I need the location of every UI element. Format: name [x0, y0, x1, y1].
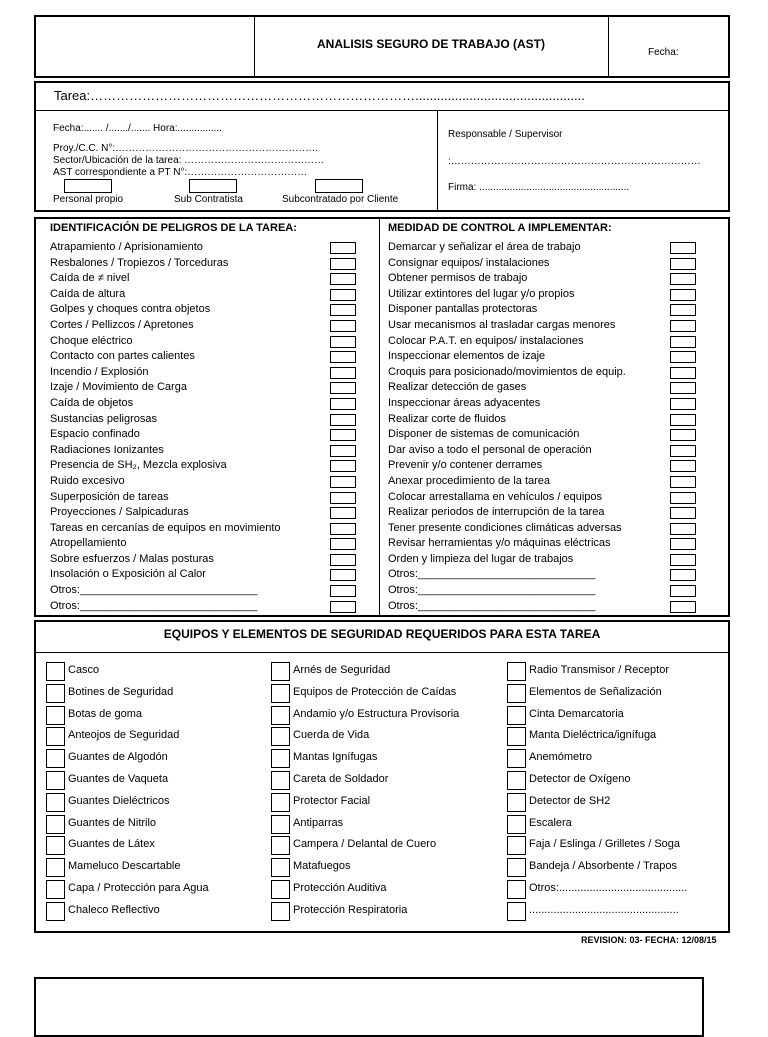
equipo-row: [46, 792, 256, 814]
peligro-label: Superposición de tareas: [50, 490, 169, 503]
equipo-checkbox[interactable]: [507, 815, 526, 834]
equipo-label: Arnés de Seguridad: [293, 664, 391, 676]
medida-label: Otros:_____________________________: [388, 584, 596, 597]
medida-row: [388, 319, 698, 335]
equipo-checkbox[interactable]: [46, 727, 65, 746]
equipo-label: Guantes de Nitrilo: [68, 816, 157, 829]
peligro-checkbox[interactable]: [330, 554, 356, 566]
proy-field[interactable]: Proy./C.C. N°:…………………………………………………….: [53, 143, 318, 154]
medida-row: [388, 366, 698, 382]
personal-propio-checkbox[interactable]: [64, 179, 112, 193]
peligro-label: Izaje / Movimiento de Carga: [50, 381, 187, 394]
equipo-label: Protección Auditiva: [293, 881, 387, 894]
equipo-checkbox[interactable]: [271, 706, 290, 725]
equipo-label: Matafuegos: [293, 860, 351, 873]
equipo-checkbox[interactable]: [507, 858, 526, 877]
peligro-checkbox[interactable]: [330, 507, 356, 519]
equipo-row: [507, 857, 717, 879]
equipo-label: Guantes Dieléctricos: [68, 794, 170, 807]
medida-label: Anexar procedimiento de la tarea: [388, 474, 551, 487]
equipo-label: Mameluco Descartable: [68, 860, 181, 873]
medida-label: Demarcar y señalizar el área de trabajo: [388, 241, 581, 253]
peligro-row: [50, 428, 358, 444]
peligro-checkbox[interactable]: [330, 460, 356, 472]
sub-contratista-checkbox[interactable]: [189, 179, 237, 193]
medida-checkbox[interactable]: [670, 492, 696, 504]
peligro-checkbox[interactable]: [330, 351, 356, 363]
sector-field[interactable]: Sector/Ubicación de la tarea: ……………………………………: [53, 155, 325, 166]
peligro-label: Golpes y choques contra objetos: [50, 303, 211, 316]
equipo-label: Campera / Delantal de Cuero: [293, 838, 437, 851]
responsable-label: Responsable / Supervisor: [448, 129, 563, 140]
subcontratado-label: Subcontratado por Cliente: [282, 194, 399, 205]
medida-checkbox[interactable]: [670, 273, 696, 285]
equipo-label: Radio Transmisor / Receptor: [529, 664, 669, 676]
peligro-label: Incendio / Explosión: [50, 365, 149, 378]
peligro-label: Espacio confinado: [50, 428, 140, 441]
equipo-label: Protección Respiratoria: [293, 903, 408, 916]
peligro-checkbox[interactable]: [330, 445, 356, 457]
equipo-checkbox[interactable]: [271, 880, 290, 899]
equipo-row: [46, 683, 256, 705]
medida-label: Otros:_____________________________: [388, 599, 596, 612]
medida-row: [388, 522, 698, 538]
medida-checkbox[interactable]: [670, 398, 696, 410]
medida-row: [388, 350, 698, 366]
equipo-label: Equipos de Protección de Caídas: [293, 685, 457, 698]
equipo-checkbox[interactable]: [46, 836, 65, 855]
equipo-label: Escalera: [529, 816, 572, 829]
peligro-checkbox[interactable]: [330, 320, 356, 332]
equipo-row: [46, 661, 256, 683]
equipo-row: [46, 770, 256, 792]
medida-label: Otros:_____________________________: [388, 568, 596, 581]
header-fecha-label: Fecha:: [648, 47, 679, 58]
equipo-label: Guantes de Látex: [68, 838, 155, 851]
medida-row: [388, 537, 698, 553]
medida-checkbox[interactable]: [670, 460, 696, 472]
peligro-row: [50, 553, 358, 569]
fecha-hora-field[interactable]: Fecha:....... /......./....... Hora:................: [53, 123, 222, 134]
medida-row: [388, 413, 698, 429]
revision-label: REVISION: 03- FECHA: 12/08/15: [581, 935, 717, 945]
equipo-row: [271, 748, 496, 770]
peligro-label: Resbalones / Tropiezos / Torceduras: [50, 256, 229, 269]
medida-row: [388, 600, 698, 616]
peligros-medidas-divider: [379, 218, 380, 616]
peligro-label: Sustancias peligrosas: [50, 412, 158, 425]
equipo-checkbox[interactable]: [271, 815, 290, 834]
firma-field[interactable]: Firma: ......................................................: [448, 182, 630, 193]
equipo-checkbox[interactable]: [507, 662, 526, 681]
medida-checkbox[interactable]: [670, 320, 696, 332]
medida-row: [388, 444, 698, 460]
peligro-label: Proyecciones / Salpicaduras: [50, 506, 189, 519]
peligro-checkbox[interactable]: [330, 538, 356, 550]
equipo-row: [507, 879, 717, 901]
equipo-row: [507, 901, 717, 923]
medida-checkbox[interactable]: [670, 569, 696, 581]
medida-label: Colocar arrestallama en vehículos / equipos: [388, 490, 603, 503]
medida-row: [388, 381, 698, 397]
equipos-col-1: [46, 661, 256, 923]
medida-row: [388, 303, 698, 319]
medida-row: [388, 568, 698, 584]
equipo-label: Careta de Soldador: [293, 772, 389, 785]
medida-checkbox[interactable]: [670, 507, 696, 519]
equipo-label: Chaleco Reflectivo: [68, 903, 160, 916]
equipo-row: [507, 835, 717, 857]
peligro-checkbox[interactable]: [330, 289, 356, 301]
medida-checkbox[interactable]: [670, 554, 696, 566]
medida-checkbox[interactable]: [670, 523, 696, 535]
peligro-checkbox[interactable]: [330, 476, 356, 488]
equipo-checkbox[interactable]: [507, 684, 526, 703]
equipo-row: [271, 792, 496, 814]
medida-label: Usar mecanismos al trasladar cargas menores: [388, 318, 616, 331]
equipo-row: [46, 857, 256, 879]
medidas-heading: MEDIDAD DE CONTROL A IMPLEMENTAR:: [388, 222, 612, 234]
peligro-row: [50, 257, 358, 273]
equipo-checkbox[interactable]: [271, 858, 290, 877]
peligro-row: [50, 413, 358, 429]
medida-row: [388, 553, 698, 569]
equipo-checkbox[interactable]: [46, 815, 65, 834]
medida-label: Prevenir y/o contener derrames: [388, 459, 543, 472]
peligro-checkbox[interactable]: [330, 273, 356, 285]
medida-row: [388, 257, 698, 273]
equipo-checkbox[interactable]: [507, 836, 526, 855]
equipo-row: [507, 814, 717, 836]
peligro-row: [50, 381, 358, 397]
peligro-label: Choque eléctrico: [50, 334, 133, 347]
medida-label: Dar aviso a todo el personal de operación: [388, 443, 592, 456]
equipo-label: Casco: [68, 664, 100, 676]
peligro-row: [50, 397, 358, 413]
medida-label: Consignar equipos/ instalaciones: [388, 256, 550, 269]
equipos-heading: EQUIPOS Y ELEMENTOS DE SEGURIDAD REQUERIDOS PARA ESTA TAREA: [163, 627, 601, 641]
equipo-checkbox[interactable]: [46, 880, 65, 899]
peligro-checkbox[interactable]: [330, 398, 356, 410]
peligro-row: [50, 584, 358, 600]
equipo-checkbox[interactable]: [46, 793, 65, 812]
medida-row: [388, 428, 698, 444]
medidas-list: [388, 241, 698, 615]
peligro-label: Otros:_____________________________: [50, 599, 258, 612]
personal-propio-label: Personal propio: [53, 194, 124, 205]
medida-row: [388, 272, 698, 288]
equipo-label: Otros:..........................................: [529, 881, 688, 894]
peligro-row: [50, 288, 358, 304]
equipo-row: [507, 726, 717, 748]
equipo-checkbox[interactable]: [507, 793, 526, 812]
medida-checkbox[interactable]: [670, 476, 696, 488]
form-title: ANALISIS SEGURO DE TRABAJO (AST): [316, 37, 545, 51]
equipo-label: Manta Dieléctrica/ignífuga: [529, 729, 657, 742]
equipos-divider: [35, 652, 729, 653]
equipo-checkbox[interactable]: [271, 793, 290, 812]
medida-row: [388, 475, 698, 491]
equipo-row: [271, 705, 496, 727]
medida-label: Disponer de sistemas de comunicación: [388, 428, 580, 441]
peligro-row: [50, 459, 358, 475]
equipo-row: [46, 705, 256, 727]
equipo-label: Detector de SH2: [529, 794, 611, 807]
medida-checkbox[interactable]: [670, 414, 696, 426]
equipo-label: Protector Facial: [293, 794, 371, 807]
peligro-checkbox[interactable]: [330, 258, 356, 270]
info-divider: [437, 111, 438, 211]
peligro-row: [50, 600, 358, 616]
peligro-checkbox[interactable]: [330, 382, 356, 394]
medida-row: [388, 459, 698, 475]
sub-contratista-label: Sub Contratista: [174, 194, 243, 205]
equipo-checkbox[interactable]: [507, 880, 526, 899]
peligro-row: [50, 475, 358, 491]
equipo-label: Cuerda de Vida: [293, 729, 370, 742]
subcontratado-checkbox[interactable]: [315, 179, 363, 193]
equipo-label: .................................................: [529, 903, 679, 916]
medida-label: Realizar detección de gases: [388, 381, 527, 394]
peligro-row: [50, 491, 358, 507]
equipo-row: [507, 770, 717, 792]
responsable-field[interactable]: :…………………………………………………………………: [448, 156, 701, 167]
medida-checkbox[interactable]: [670, 429, 696, 441]
medida-checkbox[interactable]: [670, 445, 696, 457]
medida-row: [388, 241, 698, 257]
peligro-label: Atropellamiento: [50, 537, 127, 550]
peligro-label: Cortes / Pellizcos / Apretones: [50, 318, 194, 331]
equipo-checkbox[interactable]: [46, 662, 65, 681]
peligro-label: Insolación o Exposición al Calor: [50, 568, 206, 581]
equipo-label: Faja / Eslinga / Grilletes / Soga: [529, 838, 681, 851]
equipo-checkbox[interactable]: [271, 836, 290, 855]
equipo-row: [46, 726, 256, 748]
equipo-checkbox[interactable]: [271, 902, 290, 921]
peligro-label: Tareas en cercanías de equipos en movimiento: [50, 521, 281, 534]
equipo-row: [271, 835, 496, 857]
medida-checkbox[interactable]: [670, 367, 696, 379]
equipo-checkbox[interactable]: [46, 858, 65, 877]
equipo-label: Anemómetro: [529, 751, 592, 764]
peligro-label: Sobre esfuerzos / Malas posturas: [50, 552, 214, 565]
equipo-row: [46, 879, 256, 901]
peligro-checkbox[interactable]: [330, 414, 356, 426]
peligro-label: Atrapamiento / Aprisionamiento: [50, 241, 203, 253]
equipo-row: [271, 814, 496, 836]
equipo-label: Detector de Oxígeno: [529, 772, 631, 785]
medida-label: Orden y limpieza del lugar de trabajos: [388, 552, 574, 565]
peligro-label: Ruido excesivo: [50, 474, 125, 487]
equipos-col-3: [507, 661, 717, 923]
medida-row: [388, 584, 698, 600]
medida-checkbox[interactable]: [670, 242, 696, 254]
equipo-row: [46, 901, 256, 923]
equipo-checkbox[interactable]: [271, 749, 290, 768]
peligro-checkbox[interactable]: [330, 523, 356, 535]
equipo-checkbox[interactable]: [507, 902, 526, 921]
peligro-row: [50, 303, 358, 319]
peligro-checkbox[interactable]: [330, 585, 356, 597]
peligro-row: [50, 522, 358, 538]
peligro-label: Radiaciones Ionizantes: [50, 443, 164, 456]
peligro-label: Otros:_____________________________: [50, 584, 258, 597]
equipo-label: Elementos de Señalización: [529, 685, 662, 698]
medida-label: Utilizar extintores del lugar y/o propios: [388, 287, 575, 300]
equipo-label: Anteojos de Seguridad: [68, 729, 180, 742]
medida-checkbox[interactable]: [670, 336, 696, 348]
peligro-checkbox[interactable]: [330, 304, 356, 316]
medida-label: Colocar P.A.T. en equipos/ instalaciones: [388, 334, 584, 347]
medida-label: Realizar periodos de interrupción de la tarea: [388, 506, 605, 519]
peligro-checkbox[interactable]: [330, 492, 356, 504]
medida-label: Obtener permisos de trabajo: [388, 272, 528, 285]
equipo-row: [271, 901, 496, 923]
equipo-row: [46, 835, 256, 857]
peligro-row: [50, 568, 358, 584]
peligro-checkbox[interactable]: [330, 336, 356, 348]
equipo-row: [507, 792, 717, 814]
peligro-checkbox[interactable]: [330, 242, 356, 254]
equipo-row: [271, 726, 496, 748]
peligro-row: [50, 319, 358, 335]
medida-row: [388, 335, 698, 351]
peligro-label: Caída de objetos: [50, 396, 134, 409]
medida-label: Inspeccionar áreas adyacentes: [388, 396, 541, 409]
peligro-label: Caída de altura: [50, 287, 126, 300]
equipo-row: [271, 661, 496, 683]
medida-label: Tener presente condiciones climáticas adversas: [388, 521, 622, 534]
equipo-checkbox[interactable]: [271, 727, 290, 746]
medida-label: Realizar corte de fluidos: [388, 412, 507, 425]
equipo-checkbox[interactable]: [46, 771, 65, 790]
equipo-label: Bandeja / Absorbente / Trapos: [529, 860, 677, 873]
equipo-label: Botas de goma: [68, 707, 142, 720]
peligro-row: [50, 272, 358, 288]
equipo-checkbox[interactable]: [507, 771, 526, 790]
peligro-checkbox[interactable]: [330, 569, 356, 581]
medida-row: [388, 491, 698, 507]
medida-row: [388, 288, 698, 304]
peligro-checkbox[interactable]: [330, 601, 356, 613]
peligros-list: [50, 241, 358, 615]
medida-label: Disponer pantallas protectoras: [388, 303, 538, 316]
equipo-label: Botines de Seguridad: [68, 685, 174, 698]
tarea-divider: [35, 110, 729, 111]
equipo-row: [507, 683, 717, 705]
header-divider-right: [608, 16, 609, 77]
equipo-row: [271, 770, 496, 792]
medida-row: [388, 397, 698, 413]
equipo-row: [271, 857, 496, 879]
peligro-row: [50, 366, 358, 382]
medida-checkbox[interactable]: [670, 289, 696, 301]
equipo-row: [46, 814, 256, 836]
equipo-row: [271, 683, 496, 705]
equipo-row: [507, 705, 717, 727]
equipo-label: Andamio y/o Estructura Provisoria: [293, 707, 460, 720]
medida-checkbox[interactable]: [670, 538, 696, 550]
medida-label: Revisar herramientas y/o máquinas eléctricas: [388, 537, 611, 550]
medida-label: Inspeccionar elementos de izaje: [388, 350, 546, 363]
equipo-checkbox[interactable]: [271, 771, 290, 790]
peligros-heading: IDENTIFICACIÓN DE PELIGROS DE LA TAREA:: [50, 222, 297, 234]
peligro-row: [50, 335, 358, 351]
equipo-checkbox[interactable]: [46, 706, 65, 725]
equipo-checkbox[interactable]: [46, 684, 65, 703]
equipo-label: Capa / Protección para Agua: [68, 881, 209, 894]
peligro-row: [50, 444, 358, 460]
equipo-label: Guantes de Algodón: [68, 751, 168, 764]
equipo-checkbox[interactable]: [507, 727, 526, 746]
equipo-label: Antiparras: [293, 816, 344, 829]
equipo-checkbox[interactable]: [507, 749, 526, 768]
medida-checkbox[interactable]: [670, 382, 696, 394]
medida-checkbox[interactable]: [670, 304, 696, 316]
equipo-label: Mantas Ignífugas: [293, 751, 378, 764]
equipo-checkbox[interactable]: [271, 684, 290, 703]
peligro-label: Caída de ≠ nivel: [50, 272, 130, 285]
equipo-row: [507, 661, 717, 683]
equipo-checkbox[interactable]: [46, 749, 65, 768]
medida-checkbox[interactable]: [670, 601, 696, 613]
tarea-field[interactable]: Tarea:…………………………………………………………………...............................................: [54, 88, 585, 103]
peligro-checkbox[interactable]: [330, 367, 356, 379]
medida-checkbox[interactable]: [670, 258, 696, 270]
medida-checkbox[interactable]: [670, 351, 696, 363]
bottom-box: [34, 977, 704, 1037]
equipo-row: [507, 748, 717, 770]
equipo-label: Cinta Demarcatoria: [529, 707, 624, 720]
equipo-row: [271, 879, 496, 901]
medida-row: [388, 506, 698, 522]
equipo-checkbox[interactable]: [507, 706, 526, 725]
peligro-checkbox[interactable]: [330, 429, 356, 441]
peligro-row: [50, 241, 358, 257]
medida-label: Croquis para posicionado/movimientos de equip.: [388, 365, 626, 378]
peligro-row: [50, 506, 358, 522]
equipo-label: Guantes de Vaqueta: [68, 772, 169, 785]
ast-pt-field[interactable]: AST correspondiente a PT N°:………………………………: [53, 167, 308, 178]
equipo-checkbox[interactable]: [46, 902, 65, 921]
medida-checkbox[interactable]: [670, 585, 696, 597]
equipos-col-2: [271, 661, 496, 923]
peligro-label: Presencia de SH₂, Mezcla explosiva: [50, 459, 227, 472]
peligro-row: [50, 350, 358, 366]
peligro-row: [50, 537, 358, 553]
equipo-row: [46, 748, 256, 770]
peligro-label: Contacto con partes calientes: [50, 350, 195, 363]
equipo-checkbox[interactable]: [271, 662, 290, 681]
